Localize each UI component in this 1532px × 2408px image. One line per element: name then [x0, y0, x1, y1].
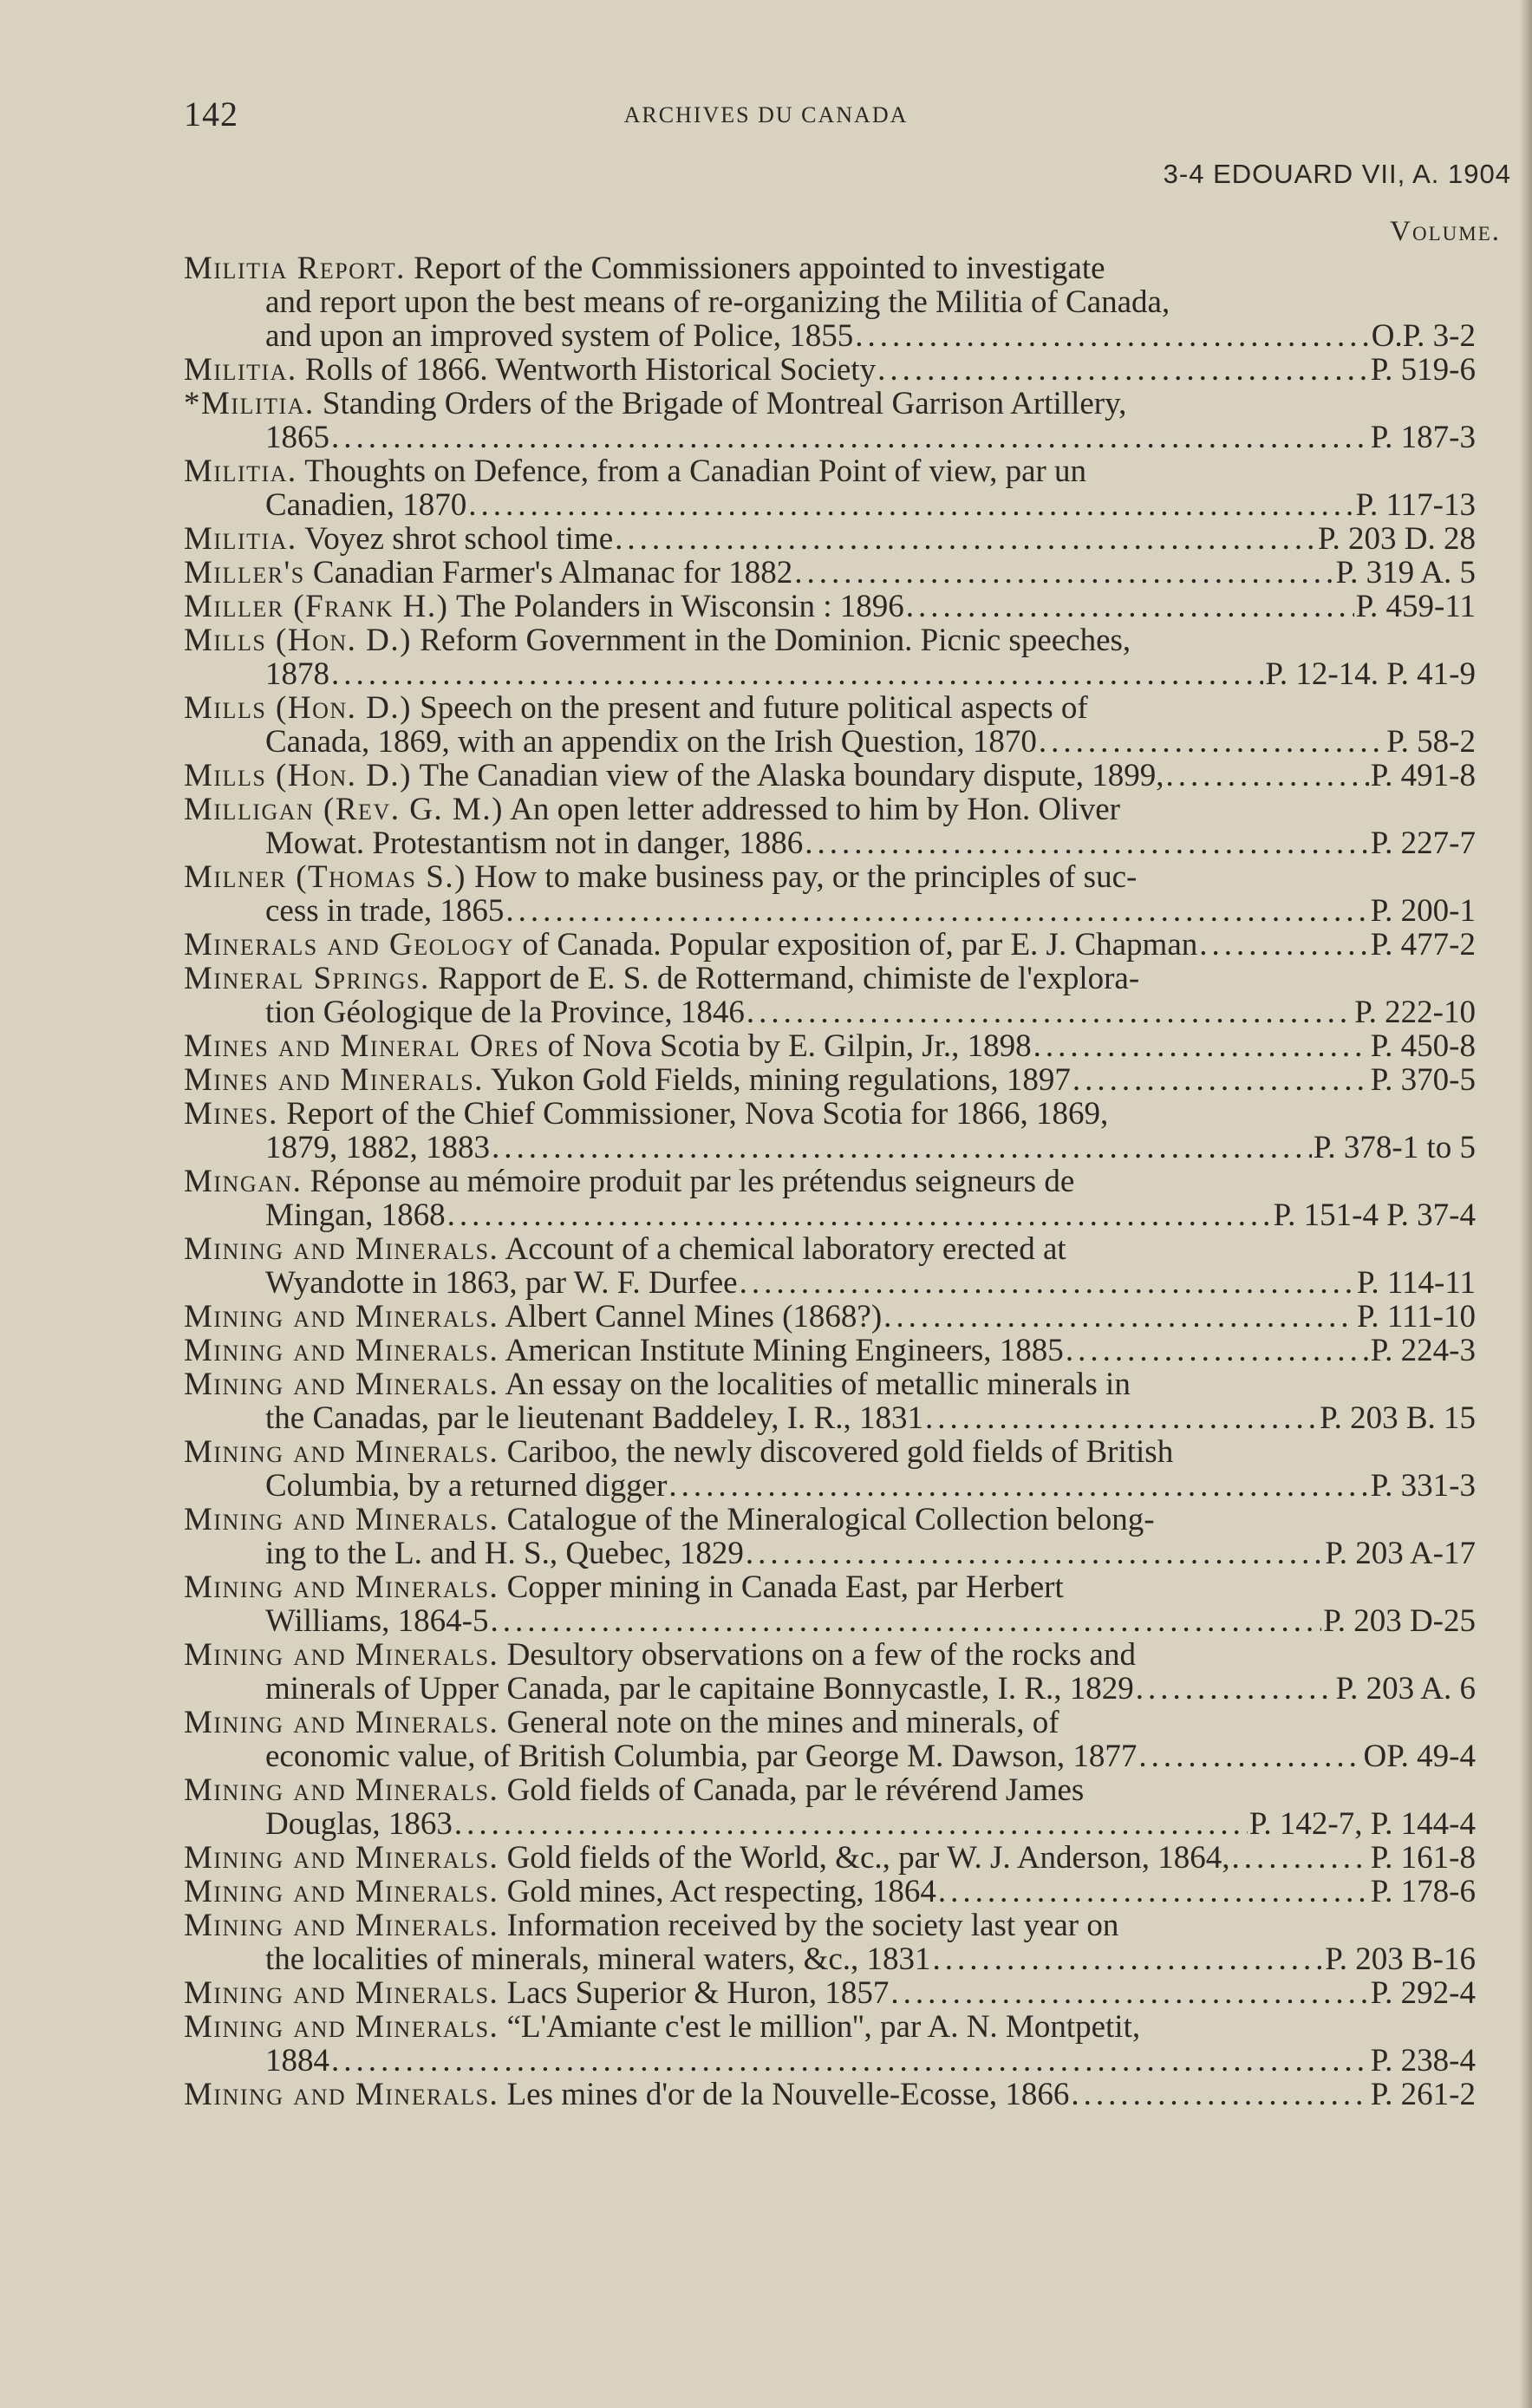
- index-entry: [184, 1638, 1476, 1706]
- entry-text: Canada, 1869, with an appendix on the Irish Question, 1870: [265, 724, 1037, 760]
- index-entry: [184, 1367, 1476, 1435]
- volume-reference: P. 331-3: [1370, 1468, 1476, 1504]
- volume-reference: P. 227-7: [1370, 826, 1476, 861]
- dot-leader: [492, 1131, 1312, 1165]
- index-entry: [184, 2078, 1476, 2111]
- entry-heading: Mining and Minerals.: [184, 1637, 499, 1673]
- volume-reference: P. 203 A-17: [1325, 1536, 1476, 1571]
- dot-leader: [490, 1604, 1321, 1638]
- entry-text: Canadien, 1870: [265, 487, 467, 523]
- entry-text: Douglas, 1863: [265, 1806, 453, 1842]
- volume-reference: O.P. 3-2: [1371, 318, 1476, 354]
- volume-reference: P. 203 B. 15: [1320, 1400, 1476, 1436]
- volume-reference: P. 58-2: [1386, 724, 1476, 760]
- index-entry: [184, 1706, 1476, 1773]
- entry-heading: Minerals and Geology: [184, 927, 515, 963]
- entry-heading: Mills (Hon. D.): [184, 758, 412, 793]
- volume-reference: P. 203 D-25: [1323, 1603, 1476, 1639]
- index-entry: [184, 1165, 1476, 1232]
- index-entry: [184, 1232, 1476, 1300]
- entry-heading: Mining and Minerals.: [184, 1840, 499, 1876]
- entry-text: of Nova Scotia by E. Gilpin, Jr., 1898: [539, 1028, 1032, 1064]
- entry-first-line: [184, 623, 1476, 657]
- volume-reference: P. 151-4 P. 37-4: [1273, 1197, 1476, 1233]
- volume-reference: P. 238-4: [1370, 2043, 1476, 2078]
- dot-leader: [794, 556, 1333, 590]
- entry-first-line: [184, 1875, 1476, 1909]
- dot-leader: [805, 826, 1368, 860]
- entry-text: 1879, 1882, 1883: [265, 1130, 490, 1165]
- index-entry: [184, 387, 1476, 454]
- entry-first-line: [184, 1909, 1476, 1942]
- dot-leader: [668, 1469, 1368, 1503]
- entry-text: Reform Government in the Dominion. Picnic speeches,: [411, 623, 1131, 658]
- entry-heading: Mining and Minerals.: [184, 1772, 499, 1808]
- index-entry: [184, 1909, 1476, 1976]
- index-entry: [184, 454, 1476, 522]
- index-entry: [184, 1029, 1476, 1063]
- entry-first-line: [184, 1063, 1476, 1097]
- entry-heading: Mining and Minerals.: [184, 1231, 499, 1267]
- volume-reference: P. 459-11: [1355, 589, 1476, 624]
- volume-reference: P. 319 A. 5: [1335, 555, 1476, 591]
- entry-first-line: [184, 1029, 1476, 1063]
- entry-text: “L'Amiante c'est le million'', par A. N. Montpetit,: [499, 2009, 1141, 2045]
- entry-first-line: [184, 1435, 1476, 1469]
- dot-leader: [1136, 1672, 1334, 1706]
- dot-leader: [454, 1807, 1248, 1841]
- volume-reference: P. 203 B-16: [1325, 1941, 1476, 1977]
- entry-heading: Mills (Hon. D.): [184, 623, 412, 658]
- entry-text: 1878: [265, 656, 329, 692]
- entry-first-line: [184, 1570, 1476, 1604]
- index-entry: [184, 2010, 1476, 2078]
- index-entry: [184, 793, 1476, 860]
- index-entry: [184, 1976, 1476, 2010]
- entry-text: Report of the Chief Commissioner, Nova Scotia for 1866, 1869,: [277, 1096, 1109, 1132]
- entry-text: Report of the Commissioners appointed to investigate: [405, 251, 1105, 286]
- entry-text: Albert Cannel Mines (1868?): [499, 1299, 883, 1335]
- dot-leader: [468, 488, 1353, 522]
- entry-first-line: [184, 1638, 1476, 1672]
- dot-leader: [1033, 1029, 1369, 1063]
- entry-continuation-line: [184, 725, 1476, 759]
- entry-text: Gold fields of the World, &c., par W. J. Anderson, 1864,: [499, 1840, 1230, 1876]
- entry-heading: Mining and Minerals.: [184, 1367, 499, 1402]
- dot-leader: [331, 421, 1369, 454]
- entry-continuation-line: [184, 894, 1476, 928]
- session-header: 3-4 EDOUARD VII, A. 1904: [1163, 159, 1511, 189]
- entry-heading: Mining and Minerals.: [184, 1333, 499, 1368]
- index-entry: [184, 691, 1476, 759]
- volume-reference: P. 142-7, P. 144-4: [1248, 1806, 1476, 1842]
- page-number: 142: [184, 95, 238, 134]
- entry-heading: Mining and Minerals.: [184, 1908, 499, 1943]
- entry-first-line: [184, 1976, 1476, 2010]
- index-entry: [184, 1435, 1476, 1503]
- dot-leader: [1066, 1334, 1369, 1367]
- entry-text: Thoughts on Defence, from a Canadian Point of view, par un: [297, 454, 1087, 489]
- entry-text: economic value, of British Columbia, par George M. Dawson, 1877: [265, 1739, 1138, 1774]
- entry-heading: Mining and Minerals.: [184, 1975, 499, 2011]
- entry-text: Réponse au mémoire produit par les prétendus seigneurs de: [302, 1164, 1075, 1199]
- entry-text: The Polanders in Wisconsin : 1896: [448, 589, 904, 624]
- dot-leader: [877, 353, 1369, 387]
- entry-heading: Mills (Hon. D.): [184, 690, 412, 726]
- index-entry: [184, 1097, 1476, 1165]
- volume-reference: P. 187-3: [1370, 420, 1476, 455]
- entry-first-line: [184, 590, 1476, 623]
- entry-first-line: [184, 556, 1476, 590]
- entry-heading: Mines and Minerals.: [184, 1062, 484, 1098]
- entry-continuation-line: [184, 1198, 1476, 1232]
- dot-leader: [883, 1300, 1355, 1334]
- entry-text: Mingan, 1868: [265, 1197, 446, 1233]
- dot-leader: [925, 1401, 1318, 1435]
- entry-first-line: [184, 759, 1476, 793]
- index-entry: [184, 860, 1476, 928]
- entry-text: Catalogue of the Mineralogical Collection belong-: [499, 1502, 1155, 1537]
- dot-leader: [505, 894, 1368, 928]
- entry-first-line: [184, 1232, 1476, 1266]
- entry-heading: Mineral Springs.: [184, 961, 430, 996]
- volume-reference: P. 222-10: [1354, 995, 1476, 1030]
- entry-first-line: [184, 1334, 1476, 1367]
- index-entry: [184, 1773, 1476, 1841]
- entry-first-line: [184, 860, 1476, 894]
- entry-heading: Miller's: [184, 555, 305, 591]
- volume-reference: P. 203 D. 28: [1318, 521, 1476, 557]
- volume-reference: P. 378-1 to 5: [1313, 1130, 1476, 1165]
- entry-first-line: [184, 928, 1476, 962]
- entry-first-line: [184, 2010, 1476, 2044]
- index-entry: [184, 962, 1476, 1029]
- entry-continuation-line: [184, 1131, 1476, 1165]
- dot-leader: [938, 1875, 1369, 1909]
- entry-text: and report upon the best means of re-organizing the Militia of Canada,: [265, 284, 1170, 320]
- dot-leader: [447, 1198, 1272, 1232]
- volume-reference: P. 519-6: [1370, 352, 1476, 388]
- dot-leader: [746, 995, 1353, 1029]
- entry-continuation-line: [184, 285, 1476, 319]
- entry-text: tion Géologique de la Province, 1846: [265, 995, 745, 1030]
- entry-continuation-line: [184, 1942, 1476, 1976]
- entry-text: An open letter addressed to him by Hon. Oliver: [503, 792, 1120, 827]
- volume-reference: P. 12-14. P. 41-9: [1265, 656, 1476, 692]
- entry-text: Information received by the society last year on: [499, 1908, 1119, 1943]
- volume-reference: P. 178-6: [1370, 1874, 1476, 1909]
- entry-heading: *Militia.: [184, 386, 315, 421]
- entry-heading: Mining and Minerals.: [184, 1434, 499, 1470]
- entry-heading: Mining and Minerals.: [184, 1874, 499, 1909]
- volume-reference: P. 203 A. 6: [1335, 1671, 1476, 1706]
- dot-leader: [1231, 1841, 1368, 1875]
- entry-heading: Mining and Minerals.: [184, 1705, 499, 1740]
- entry-text: 1884: [265, 2043, 329, 2078]
- entry-text: Gold fields of Canada, par le révérend James: [499, 1772, 1085, 1808]
- entry-text: Les mines d'or de la Nouvelle-Ecosse, 1866: [499, 2077, 1070, 2112]
- volume-reference: P. 477-2: [1370, 927, 1476, 963]
- volume-reference: P. 224-3: [1370, 1333, 1476, 1368]
- entry-heading: Mingan.: [184, 1164, 303, 1199]
- index-entry: [184, 1875, 1476, 1909]
- entry-heading: Mines.: [184, 1096, 278, 1132]
- entry-text: Gold mines, Act respecting, 1864: [499, 1874, 936, 1909]
- dot-leader: [1039, 725, 1385, 759]
- volume-reference: P. 491-8: [1370, 758, 1476, 793]
- entry-first-line: [184, 962, 1476, 995]
- volume-reference: P. 370-5: [1370, 1062, 1476, 1098]
- entry-continuation-line: [184, 657, 1476, 691]
- index-entry: [184, 623, 1476, 691]
- entry-text: Voyez shrot school time: [297, 521, 614, 557]
- running-title: ARCHIVES DU CANADA: [623, 102, 909, 127]
- entry-text: Cariboo, the newly discovered gold fields of British: [499, 1434, 1174, 1470]
- entry-text: Lacs Superior & Huron, 1857: [499, 1975, 890, 2011]
- entry-text: Wyandotte in 1863, par W. F. Durfee: [265, 1265, 738, 1301]
- dot-leader: [1071, 2078, 1368, 2111]
- entry-heading: Mining and Minerals.: [184, 1299, 499, 1335]
- entry-heading: Militia Report.: [184, 251, 406, 286]
- index-entry: [184, 928, 1476, 962]
- volume-column-header: Volume.: [1390, 216, 1501, 247]
- volume-reference: P. 292-4: [1370, 1975, 1476, 2011]
- entry-text: General note on the mines and minerals, of: [499, 1705, 1059, 1740]
- entry-heading: Mining and Minerals.: [184, 1502, 499, 1537]
- page-edge-shadow: [1520, 0, 1532, 2408]
- volume-reference: P. 261-2: [1370, 2077, 1476, 2112]
- entry-heading: Mining and Minerals.: [184, 1569, 499, 1605]
- index-entry: [184, 251, 1476, 353]
- dot-leader: [890, 1976, 1368, 2010]
- dot-leader: [933, 1942, 1324, 1976]
- entry-continuation-line: [184, 1537, 1476, 1570]
- dot-leader: [740, 1266, 1355, 1300]
- entry-first-line: [184, 691, 1476, 725]
- entry-text: Account of a chemical laboratory erected at: [499, 1231, 1066, 1267]
- entry-first-line: [184, 793, 1476, 826]
- entry-text: the localities of minerals, mineral waters, &c., 1831: [265, 1941, 931, 1977]
- entry-first-line: [184, 251, 1476, 285]
- entry-first-line: [184, 1300, 1476, 1334]
- entry-text: American Institute Mining Engineers, 1885: [499, 1333, 1064, 1368]
- dot-leader: [1166, 759, 1369, 793]
- entry-text: Rapport de E. S. de Rottermand, chimiste de l'explora-: [429, 961, 1140, 996]
- entry-text: cess in trade, 1865: [265, 893, 505, 929]
- index-entry: [184, 759, 1476, 793]
- index-entry: [184, 1841, 1476, 1875]
- entry-first-line: [184, 2078, 1476, 2111]
- entry-continuation-line: [184, 1604, 1476, 1638]
- entry-continuation-line: [184, 1266, 1476, 1300]
- entry-text: Desultory observations on a few of the rocks and: [499, 1637, 1136, 1673]
- entry-continuation-line: [184, 1739, 1476, 1773]
- volume-reference: P. 114-11: [1356, 1265, 1476, 1301]
- entry-continuation-line: [184, 995, 1476, 1029]
- entry-first-line: [184, 1706, 1476, 1739]
- entry-heading: Milligan (Rev. G. M.): [184, 792, 504, 827]
- entry-text: Yukon Gold Fields, mining regulations, 1897: [483, 1062, 1071, 1098]
- entry-heading: Militia.: [184, 454, 297, 489]
- volume-reference: P. 200-1: [1370, 893, 1476, 929]
- index-entry: [184, 1334, 1476, 1367]
- index-entry: [184, 522, 1476, 556]
- volume-reference: P. 117-13: [1355, 487, 1476, 523]
- entry-continuation-line: [184, 2044, 1476, 2078]
- dot-leader: [331, 2044, 1369, 2078]
- entry-heading: Milner (Thomas S.): [184, 859, 466, 895]
- entry-text: The Canadian view of the Alaska boundary dispute, 1899,: [411, 758, 1164, 793]
- entry-heading: Militia.: [184, 352, 297, 388]
- entry-text: 1865: [265, 420, 329, 455]
- volume-reference: OP. 49-4: [1363, 1739, 1476, 1774]
- index-entry: [184, 590, 1476, 623]
- index-entry: [184, 1503, 1476, 1570]
- entry-first-line: [184, 1097, 1476, 1131]
- entry-text: Speech on the present and future political aspects of: [411, 690, 1088, 726]
- dot-leader: [615, 522, 1316, 556]
- entry-text: the Canadas, par le lieutenant Baddeley, I. R., 1831: [265, 1400, 923, 1436]
- entry-first-line: [184, 387, 1476, 421]
- entry-first-line: [184, 1841, 1476, 1875]
- entry-text: and upon an improved system of Police, 1855: [265, 318, 854, 354]
- entry-continuation-line: [184, 421, 1476, 454]
- index-entry: [184, 556, 1476, 590]
- entry-text: Columbia, by a returned digger: [265, 1468, 668, 1504]
- entry-first-line: [184, 353, 1476, 387]
- index-entries: [184, 251, 1476, 2111]
- entry-first-line: [184, 1367, 1476, 1401]
- entry-text: Canadian Farmer's Almanac for 1882: [304, 555, 793, 591]
- entry-first-line: [184, 1773, 1476, 1807]
- volume-reference: P. 450-8: [1370, 1028, 1476, 1064]
- entry-heading: Miller (Frank H.): [184, 589, 449, 624]
- entry-text: minerals of Upper Canada, par le capitaine Bonnycastle, I. R., 1829: [265, 1671, 1134, 1706]
- dot-leader: [855, 319, 1369, 353]
- entry-text: Standing Orders of the Brigade of Montreal Garrison Artillery,: [314, 386, 1127, 421]
- dot-leader: [906, 590, 1354, 623]
- entry-text: How to make business pay, or the principles of suc-: [466, 859, 1138, 895]
- entry-continuation-line: [184, 826, 1476, 860]
- entry-first-line: [184, 1503, 1476, 1537]
- entry-first-line: [184, 454, 1476, 488]
- entry-first-line: [184, 522, 1476, 556]
- entry-continuation-line: [184, 319, 1476, 353]
- dot-leader: [1138, 1739, 1361, 1773]
- dot-leader: [331, 657, 1263, 691]
- entry-text: of Canada. Popular exposition of, par E. J. Chapman: [514, 927, 1198, 963]
- entry-heading: Mining and Minerals.: [184, 2009, 499, 2045]
- index-entry: [184, 353, 1476, 387]
- entry-text: ing to the L. and H. S., Quebec, 1829: [265, 1536, 744, 1571]
- entry-continuation-line: [184, 1401, 1476, 1435]
- entry-continuation-line: [184, 1469, 1476, 1503]
- entry-text: Mowat. Protestantism not in danger, 1886: [265, 826, 804, 861]
- volume-reference: P. 161-8: [1370, 1840, 1476, 1876]
- entry-heading: Mines and Mineral Ores: [184, 1028, 540, 1064]
- entry-text: Rolls of 1866. Wentworth Historical Society: [297, 352, 877, 388]
- entry-text: Copper mining in Canada East, par Herbert: [499, 1569, 1064, 1605]
- index-entry: [184, 1300, 1476, 1334]
- entry-text: An essay on the localities of metallic minerals in: [499, 1367, 1131, 1402]
- entry-text: Williams, 1864-5: [265, 1603, 489, 1639]
- dot-leader: [1199, 928, 1368, 962]
- entry-continuation-line: [184, 488, 1476, 522]
- entry-first-line: [184, 1165, 1476, 1198]
- volume-reference: P. 111-10: [1356, 1299, 1476, 1335]
- index-entry: [184, 1063, 1476, 1097]
- dot-leader: [746, 1537, 1323, 1570]
- entry-heading: Militia.: [184, 521, 297, 557]
- entry-heading: Mining and Minerals.: [184, 2077, 499, 2112]
- index-entry: [184, 1570, 1476, 1638]
- dot-leader: [1072, 1063, 1369, 1097]
- entry-continuation-line: [184, 1807, 1476, 1841]
- entry-continuation-line: [184, 1672, 1476, 1706]
